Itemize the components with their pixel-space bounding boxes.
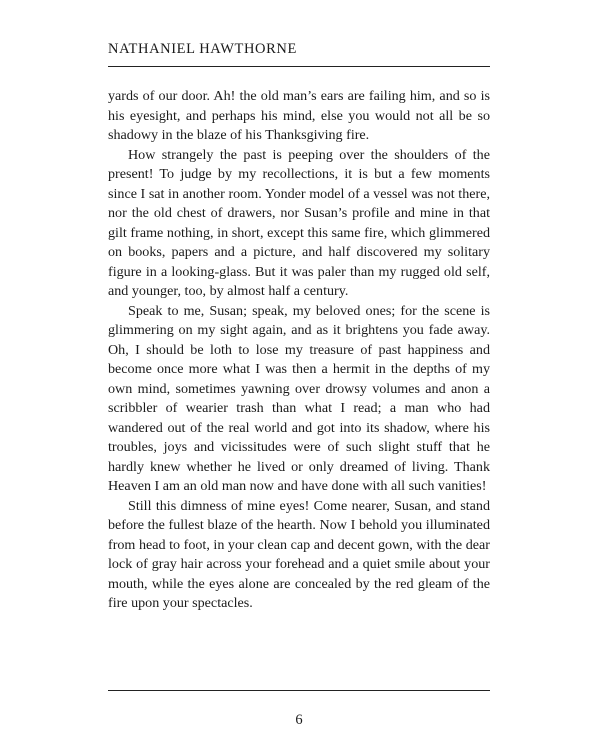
paragraph: Still this dimness of mine eyes! Come nearer, Susan, and stand before the fullest blaze of the hearth. Now I behold you illuminated from head to foot, in your clean cap and decent gown, with the dear lock of gray hair across your forehead and a quiet smile about your mouth, while the eyes alone are concealed by the red gleam of the fire upon your spectacles. <box>108 497 490 611</box>
footer-rule <box>108 690 490 691</box>
paragraph: Speak to me, Susan; speak, my beloved ones; for the scene is glimmering on my sight again, and as it brightens you fade away. Oh, I should be loth to lose my treasure of past happiness and become once more what I was then a hermit in the depths of my own mind, sometimes yawning over drowsy volumes and anon a scribbler of wearier trash than what I read; a man who had wandered out of the real world and got into its shadow, where his troubles, joys and vicissitudes were of such slight stuff that he hardly knew whether he lived or only dreamed of living. Thank Heaven I am an old man now and have done with all such vanities! <box>108 302 490 494</box>
body-text <box>108 87 490 614</box>
paragraph: How strangely the past is peeping over the shoulders of the present! To judge by my recollections, it is but a few moments since I sat in another room. Yonder model of a vessel was not there, nor the old chest of drawers, nor Susan’s profile and mine in that gilt frame nothing, in short, except this same fire, which glimmered on books, papers and a picture, and half discovered my solitary figure in a looking-glass. But it was paler than my rugged old self, and younger, too, by almost half a century. <box>108 146 490 299</box>
running-head-author: NATHANIEL HAWTHORNE <box>108 41 297 57</box>
paragraph-continued: yards of our door. Ah! the old man’s ears are failing him, and so is his eyesight, and perhaps his mind, else you would not all be so shadowy in the blaze of his Thanksgiving fire. <box>108 88 490 143</box>
header-rule <box>108 66 490 67</box>
page-number: 6 <box>295 712 303 728</box>
